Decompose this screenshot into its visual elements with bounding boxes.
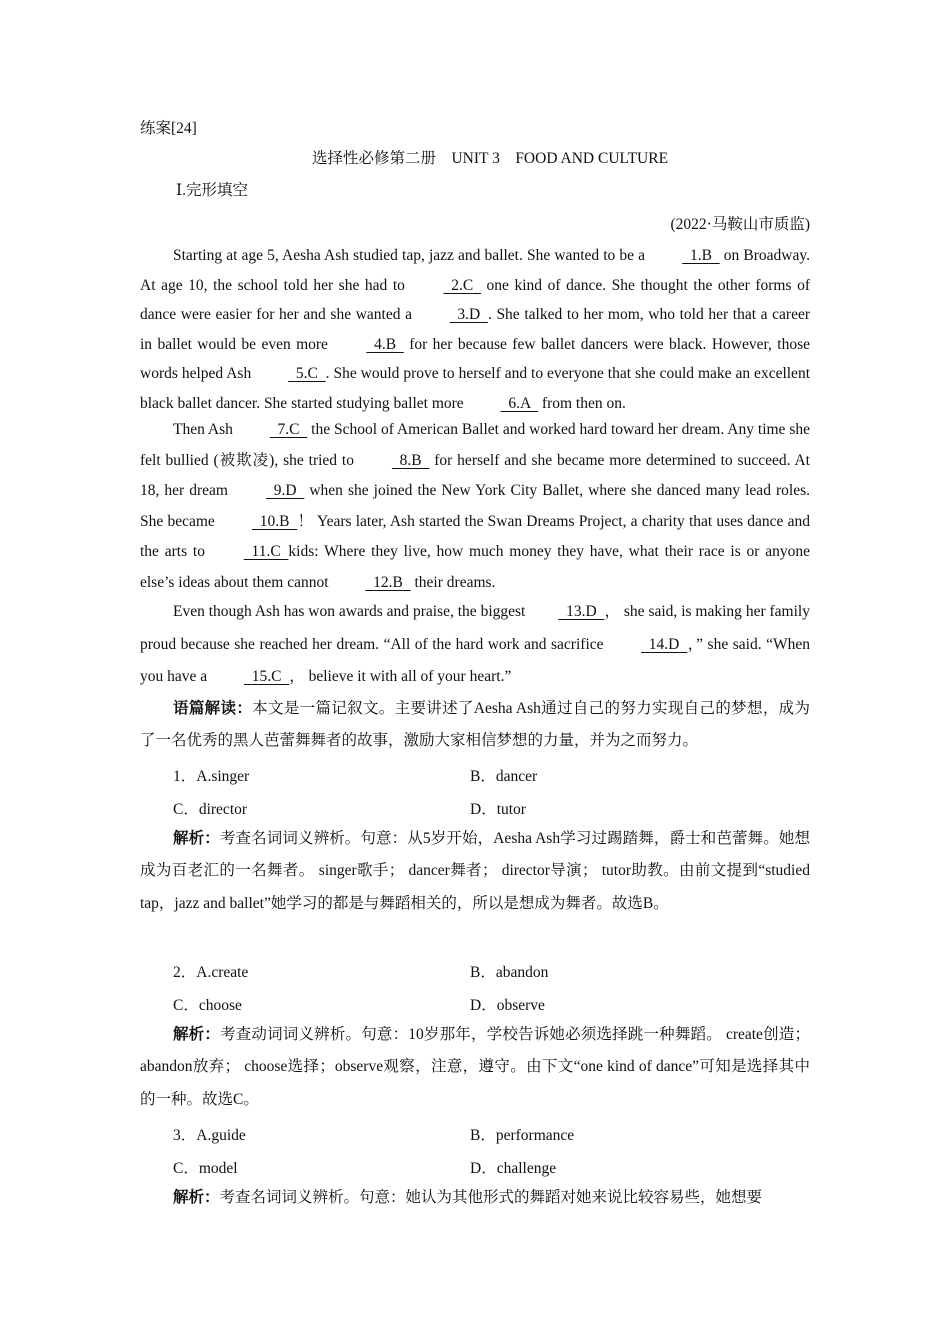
- option-c: C．choose: [173, 997, 242, 1014]
- section-title: Ⅰ.完形填空: [176, 182, 248, 199]
- answer-blank-8: 8.B: [399, 451, 422, 469]
- option-d: D．challenge: [470, 1160, 557, 1177]
- answer-blank-2: 2.C: [451, 276, 474, 294]
- question-3-analysis: 解析：考查名词词义辨析。句意：她认为其他形式的舞蹈对她来说比较容易些，她想要: [173, 1189, 763, 1206]
- answer-blank-9: 9.D: [273, 482, 297, 500]
- answer-blank-15: 15.C: [251, 668, 282, 685]
- question-2-analysis: 解析：考查动词词义辨析。句意：10岁那年，学校告诉她必须选择跳一种舞蹈。 create创造； abandon放弃； choose选择；observe观察，注意，遵守。由下文“one kind of dance”可知是选择其中的一种。故选C。: [140, 1026, 810, 1108]
- option-b: B．abandon: [470, 964, 549, 981]
- answer-blank-1: 1.B: [689, 247, 712, 264]
- option-a: 1．A.singer: [173, 768, 250, 785]
- passage-paragraph-1: Starting at age 5, Aesha Ash studied tap, jazz and ballet. She wanted to be a 1.B on Broadway. At age 10, the school told her she had to 2.C one kind of dance. She thought the other forms of dance were easier for her and she wanted a 3.D . She talked to her mom, who told her that a career in ballet would be even more 4.B for her because few ballet dancers were black. However, those words helped Ash 5.C . She would prove to herself and to everyone that she could make an excellent black ballet dancer. She started studying ballet more 6.A from then on.: [140, 241, 810, 418]
- practice-number: 练案[24]: [140, 120, 197, 137]
- answer-blank-11: 11.C: [251, 543, 281, 561]
- option-b: B．dancer: [470, 768, 538, 785]
- passage-paragraph-3: Even though Ash has won awards and praise, the biggest 13.D ， she said, is making her family proud because she reached her dream. “All of the hard work and sacrifice 14.D ，” she said. “When you have a 15.C ， believe it with all of your heart.”: [140, 596, 810, 694]
- passage-paragraph-2: Then Ash 7.C the School of American Ballet and worked hard toward her dream. Any time she felt bullied (被欺凌), she tried to 8.B for herself and she became more determined to succeed. At 18, her dream 9.D when she joined the New York City Ballet, where she danced many lead roles. She became 10.B ！ Years later, Ash started the Swan Dreams Project, a charity that uses dance and the arts to 11.C kids: Where they live, how much money they have, what their race is or anyone else’s ideas about them cannot 12.B their dreams.: [140, 415, 810, 599]
- source-note: (2022·马鞍山市质监): [670, 216, 810, 233]
- answer-blank-13: 13.D: [566, 603, 597, 620]
- option-d: D．tutor: [470, 801, 526, 818]
- option-a: 2．A.create: [173, 964, 249, 981]
- answer-blank-14: 14.D: [648, 635, 680, 653]
- option-c: C．director: [173, 801, 248, 818]
- answer-blank-10: 10.B: [259, 512, 290, 530]
- answer-blank-4: 4.B: [374, 335, 397, 353]
- option-a: 3．A.guide: [173, 1127, 246, 1144]
- unit-title: 选择性必修第二册 UNIT 3 FOOD AND CULTURE: [311, 150, 669, 167]
- passage-interpretation: 语篇解读：本文是一篇记叙文。主要讲述了Aesha Ash通过自己的努力实现自己的梦想，成为了一名优秀的黑人芭蕾舞舞者的故事，激励大家相信梦想的力量，并为之而努力。: [140, 700, 810, 749]
- answer-blank-3: 3.D: [457, 306, 481, 323]
- option-d: D．observe: [470, 997, 545, 1014]
- answer-blank-7: 7.C: [277, 421, 300, 438]
- answer-blank-6: 6.A: [508, 394, 531, 412]
- option-b: B．performance: [470, 1127, 575, 1144]
- answer-blank-12: 12.B: [373, 573, 403, 591]
- answer-blank-5: 5.C: [295, 365, 318, 382]
- question-1-analysis: 解析：考查名词词义辨析。句意：从5岁开始，Aesha Ash学习过踢踏舞，爵士和芭蕾舞。她想成为百老汇的一名舞者。 singer歌手； dancer舞者； director导演； tutor助教。由前文提到“studied tap，jazz and ballet”她学习的都是与舞蹈相关的，所以是想成为舞者。故选B。: [140, 830, 810, 912]
- option-c: C．model: [173, 1160, 238, 1177]
